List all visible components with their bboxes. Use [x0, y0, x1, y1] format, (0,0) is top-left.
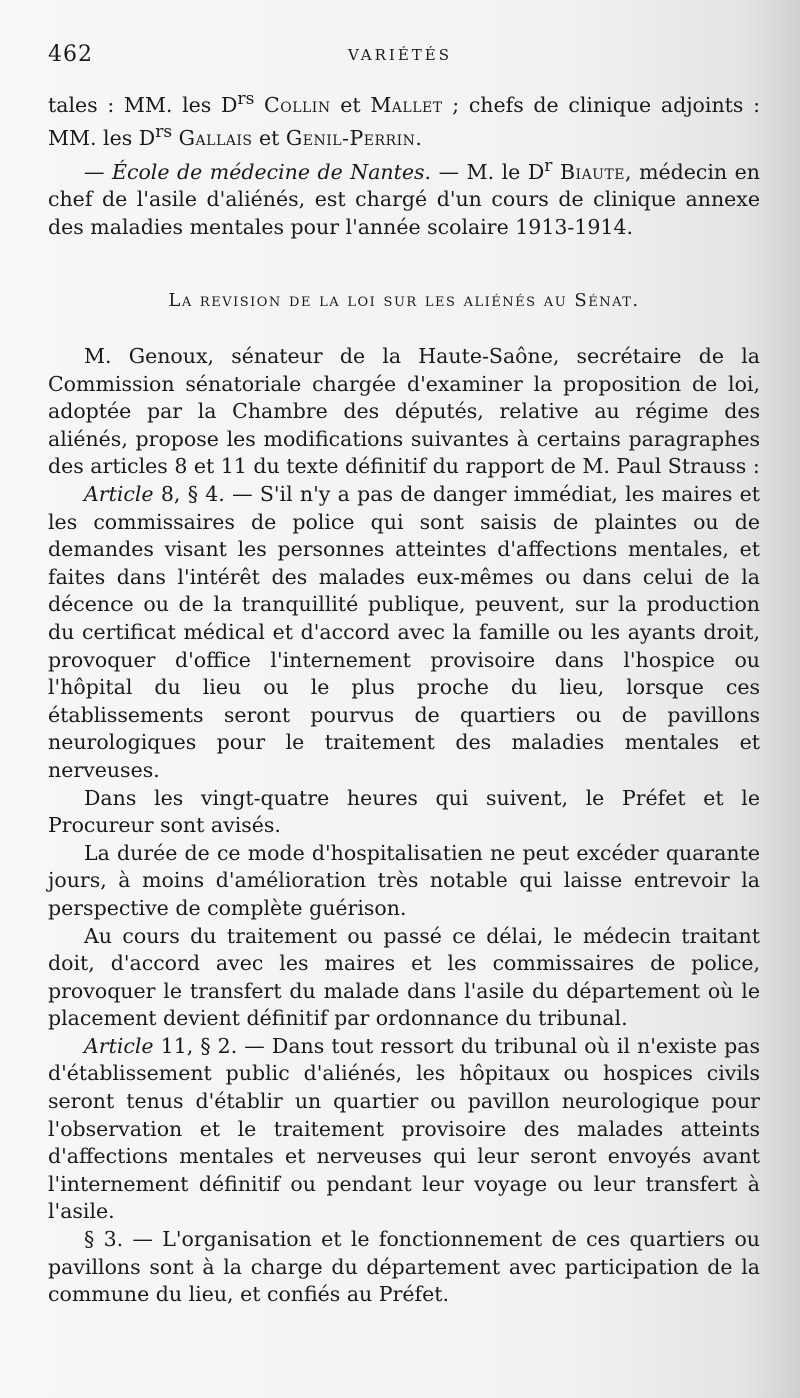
name-mallet: Mallet [370, 92, 443, 117]
article-label: Article [84, 1033, 154, 1058]
paragraph-article-11: Article 11, § 2. — Dans tout ressort du tribunal où il n'existe pas d'établissement public d'aliénés, les hôpitaux ou hospices civils seront tenus d'établir un quartier ou pavillon neurologique pour l'observation et le traitement provisoire des malades atteints d'affections mentales et nerveuses qui leur seront envoyés avant l'internement définitif ou pendant leur voyage ou leur transfert à l'asile. [48, 1033, 760, 1224]
name-biaute: Biaute [559, 159, 626, 184]
paragraph-duration: La durée de ce mode d'hospitalisatien ne peut excéder quarante jours, à moins d'amélioration très notable qui laisse entrevoir la perspective de complète guérison. [48, 840, 760, 920]
paragraph-delay: Dans les vingt-quatre heures qui suivent, le Préfet et le Procureur sont avisés. [48, 785, 760, 838]
name-collin: Collin [264, 92, 331, 117]
section-title: La revision de la loi sur les aliénés au Sénat. [168, 290, 640, 312]
page-header [48, 42, 752, 72]
name-genil-perrin: Genil-Perrin [285, 126, 416, 151]
page-number: 462 [48, 42, 93, 67]
running-head: VARIÉTÉS [347, 46, 453, 64]
paragraph-article-8: Article 8, § 4. — S'il n'y a pas de danger immédiat, les maires et les commissaires de police qui sont saisis de plaintes ou de demandes visant les personnes atteintes d'affections mentales, et faites dans l'intérêt des malades eux-mêmes ou dans celui de la décence ou de la tranquillité publique, peuvent, sur la production du certificat médical et d'accord avec la famille ou les ayants droit, provoquer d'office l'internement provisoire dans l'hospice ou l'hôpital du lieu ou le plus proche du lieu, lorsque ces établissements seront pourvus de quartiers ou de pavillons neurologiques pour le traitement des maladies mentales et nerveuses. [48, 482, 760, 782]
paragraph-intro: M. Genoux, sénateur de la Haute-Saône, secrétaire de la Commission sénatoriale chargée d'examiner la proposition de loi, adoptée par la Chambre des députés, relative au régime des aliénés, propose les modifications suivantes à certains paragraphes des articles 8 et 11 du texte définitif du rapport de M. Paul Strauss : [48, 344, 760, 479]
paragraph-paris-clinic: tales : MM. les $D^{rs}$ Collin et Mallet ; chefs de clinique adjoints : MM. les $D^{rs}$ Gallais et Genil-Perrin. [48, 89, 760, 151]
article-label: Article [84, 482, 154, 507]
paragraph-section-3: § 3. — L'organisation et le fonctionnement de ces quartiers ou pavillons sont à la charge du département avec participation de la commune du lieu, et confiés au Préfet. [48, 1227, 760, 1307]
paragraph-transfer: Au cours du traitement ou passé ce délai, le médecin traitant doit, d'accord avec les maires et les commissaires de police, provoquer le transfert du malade dans l'asile du département où le placement devient définitif par ordonnance du tribunal. [48, 923, 760, 1031]
name-gallais: Gallais [178, 126, 253, 151]
page-body [48, 86, 760, 1309]
paragraph-nantes: — École de médecine de Nantes. — M. le $D^r$ Biaute, médecin en chef de l'asile d'aliénés, est chargé d'un cours de clinique annexe des maladies mentales pour l'année scolaire 1913-1914. [48, 155, 760, 239]
school-name: — École de médecine de Nantes. [84, 159, 432, 184]
